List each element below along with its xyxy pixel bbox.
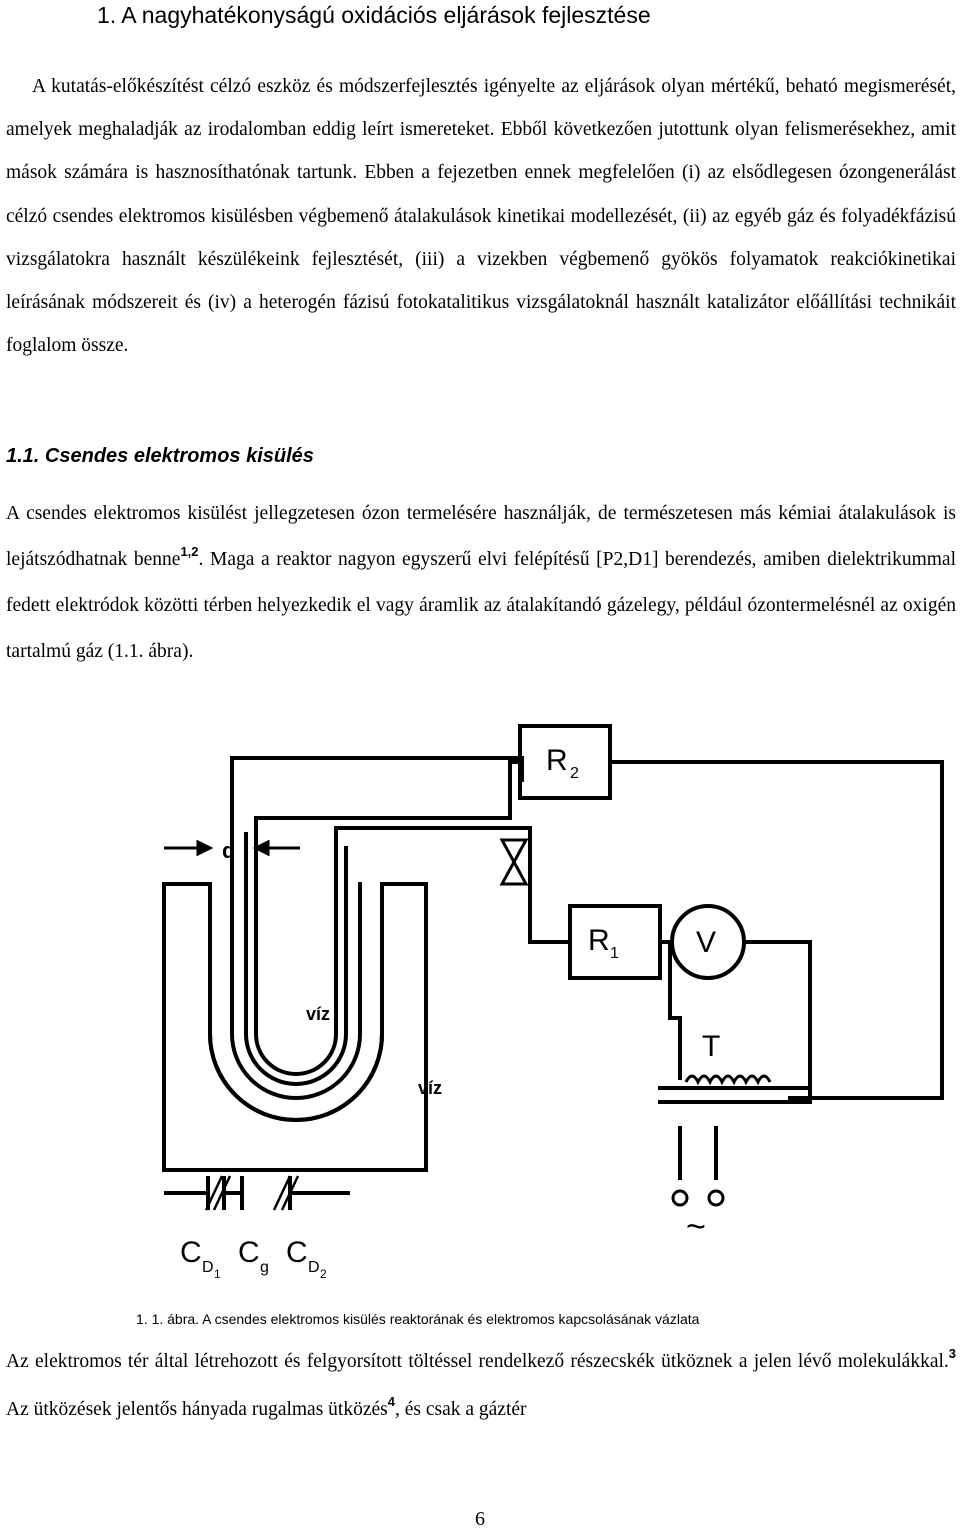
r1-subscript: 1: [610, 945, 619, 962]
reactor-circuit-figure: [150, 718, 960, 1298]
paragraph-text: , és csak a gáztér: [394, 1399, 527, 1420]
r1-box: [570, 906, 660, 978]
paragraph-text: A csendes elektromos kisülést jellegzetesen ózon termelésére használják, de természetesen más kémiai átalakulások is lejátszódhatnak benne: [6, 503, 956, 570]
section-paragraph: [6, 491, 956, 675]
voltmeter-label: V: [696, 926, 717, 959]
valve-icon: [502, 840, 526, 884]
transformer-label: T: [702, 1030, 721, 1063]
u-tube-outer: [232, 758, 360, 1098]
ac-terminal-left: [673, 1191, 687, 1205]
capacitor-cd2: [290, 1176, 350, 1210]
water-label-top: víz: [306, 1004, 331, 1024]
section-heading: 1.1. Csendes elektromos kisülés: [6, 445, 314, 467]
voltmeter-wire: [744, 942, 810, 1098]
page-number: 6: [475, 1508, 485, 1530]
water-label-bottom: víz: [418, 1078, 443, 1098]
paragraph-text: . Maga a reaktor nagyon egyszerű elvi felépítésű [P2,D1] berendezés, amiben dielektrikummal fedett elektródok közötti térben helyezkedik el vagy áramlik az átalakítandó gázelegy, például ózontermelésnél az oxigén tartalmú gáz (1.1. ábra).: [6, 549, 956, 662]
continuation-paragraph: [6, 1338, 956, 1434]
cd2-subsubscript: 2: [320, 1267, 327, 1281]
inlet-tube: [232, 758, 522, 780]
cd1-subscript: D: [202, 1259, 214, 1276]
r2-subscript: 2: [570, 765, 579, 782]
r1-label: R: [588, 924, 610, 957]
reactor-outline: [164, 884, 426, 1170]
cg-subscript: g: [260, 1259, 269, 1276]
capacitor-cd1: [164, 1176, 208, 1210]
ac-terminal-right: [709, 1191, 723, 1205]
paragraph-text: Az ütközések jelentős hányada rugalmas ütközés: [6, 1399, 388, 1420]
chapter-heading: 1. A nagyhatékonyságú oxidációs eljárások fejlesztése: [97, 2, 651, 28]
reference-marker: 4: [387, 1394, 395, 1409]
intro-paragraph: A kutatás-előkészítést célzó eszköz és módszerfejlesztés igényelte az eljárások olyan mértékű, beható megismerését, amelyek meghaladják az irodalomban eddig leírt ismereteket. Ebből következően jutottunk olyan felismerésekhez, amit mások számára is hasznosíthatónak tartunk. Ebben a fejezetben ennek megfelelően (i) az elsődlegesen ózongenerálást célzó csendes elektromos kisülésben végbemenő átalakulások kinetikai modellezését, (ii) az egyéb gáz és folyadékfázisú vizsgálatokra használt készülékeink fejlesztését, (iii) a vizekben végbemenő gyökös folyamatok reakciókinetikai leírásának módszereit és (iv) a heterogén fázisú fotokatalitikus vizsgálatoknál használt katalizátor előállítási technikáit foglalom össze.: [6, 76, 956, 357]
cd1-subsubscript: 1: [214, 1267, 221, 1281]
cd2-label: C: [286, 1236, 308, 1269]
gap-distance-label: d: [222, 838, 236, 863]
cd1-label: C: [180, 1236, 202, 1269]
reference-marker: 1,2: [180, 544, 199, 559]
ac-source-label: ~: [686, 1208, 706, 1246]
cd2-subscript: D: [308, 1259, 320, 1276]
reactor-circuit-diagram: [150, 718, 960, 1298]
gap-line: [246, 834, 346, 1084]
figure-caption: 1. 1. ábra. A csendes elektromos kisülés reaktorának és elektromos kapcsolásának vázlata: [136, 1311, 700, 1327]
u-tube-inner: [256, 834, 336, 1074]
cg-label: C: [238, 1236, 260, 1269]
paragraph-text: Az elektromos tér által létrehozott és felgyorsított töltéssel rendelkező részecskék ütköznek a jelen lévő molekulákkal.: [6, 1351, 949, 1372]
gas-line: [256, 758, 510, 834]
reference-marker: 3: [948, 1346, 956, 1361]
r1-wire: [336, 828, 570, 942]
transformer-coil-icon: [686, 1076, 770, 1082]
r2-label: R: [546, 744, 568, 777]
